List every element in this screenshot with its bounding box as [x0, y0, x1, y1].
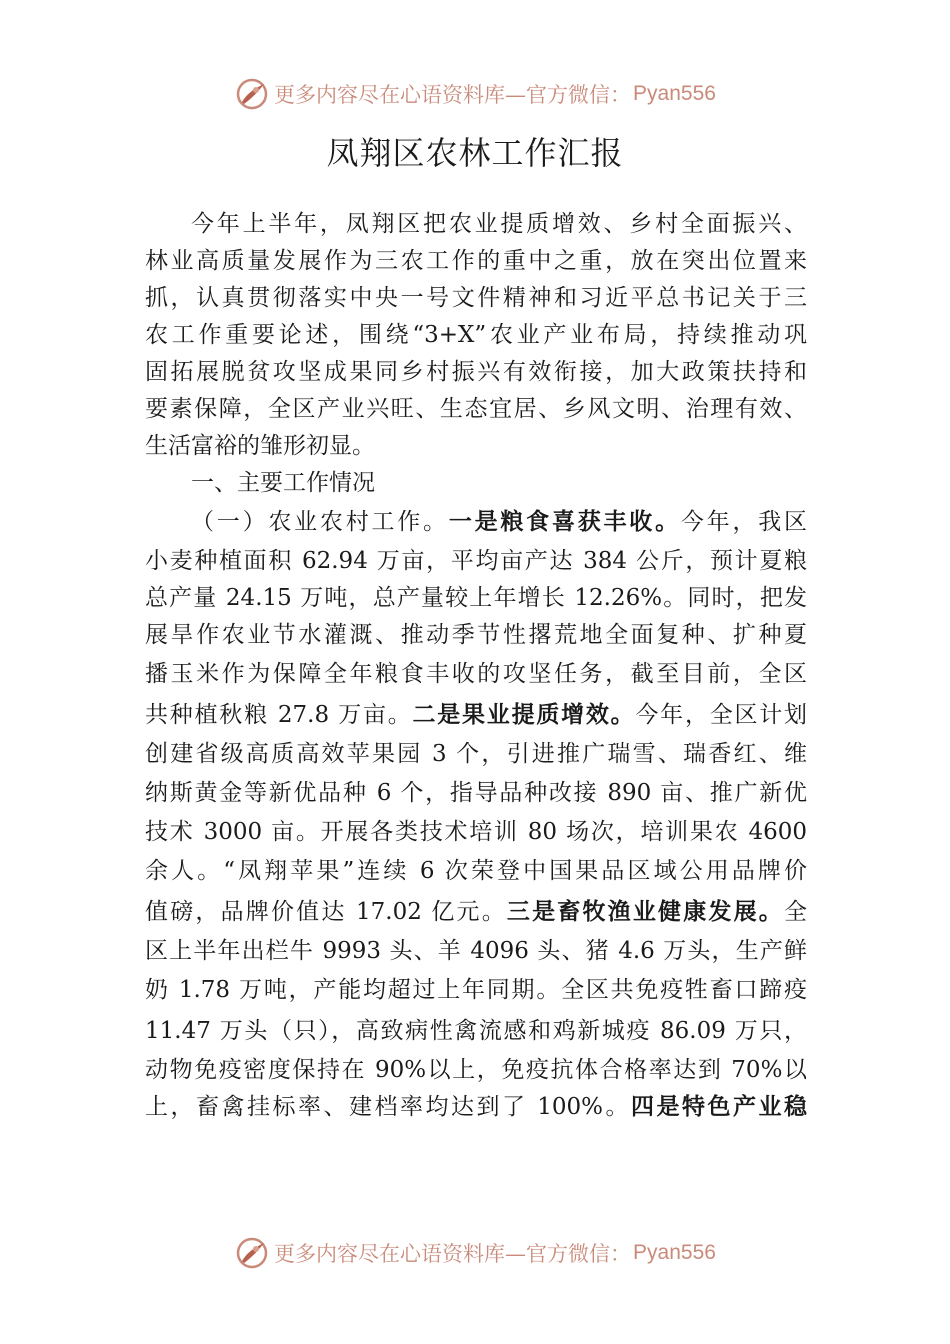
document-body [145, 206, 807, 1126]
intro-line: 抓，认真贯彻落实中央一号文件精神和习近平总书记关于三 [145, 285, 807, 311]
body-line [145, 502, 807, 543]
watermark-text: 更多内容尽在心语资料库—官方微信： [274, 83, 632, 107]
body-line: 小麦种植面积 62.94 万亩，平均亩产达 384 公斤，预计夏粮 [145, 548, 807, 574]
body-line: 动物免疫密度保持在 90%以上，免疫抗体合格率达到 70%以 [145, 1057, 807, 1083]
section-heading: 一、主要工作情况 [191, 470, 375, 496]
body-text: 今年，全区计划 [635, 702, 808, 728]
document-title: 凤翔区农林工作汇报 [326, 134, 624, 172]
intro-line: 固拓展脱贫攻坚成果同乡村振兴有效衔接，加大政策扶持和 [145, 359, 807, 385]
bold-point: 二是果业提质增效。 [412, 702, 636, 728]
intro-line: 生活富裕的雏形初显。 [145, 433, 375, 459]
footer-watermark [0, 1233, 950, 1273]
bold-point: 四是特色产业稳 [631, 1094, 807, 1120]
bold-point: 一是粮食喜获丰收。 [448, 509, 681, 535]
body-line: 余人。“凤翔苹果”连续 6 次荣登中国果品区域公用品牌价 [145, 858, 807, 884]
body-line: 区上半年出栏牛 9993 头、羊 4096 头、猪 4.6 万头，生产鲜 [145, 938, 807, 964]
watermark-text: 更多内容尽在心语资料库—官方微信： [274, 1242, 632, 1266]
watermark-logo-icon [234, 1235, 270, 1271]
body-line: 创建省级高质高效苹果园 3 个，引进推广瑞雪、瑞香红、维 [145, 741, 807, 767]
header-watermark [0, 74, 950, 114]
body-line: 11.47 万头（只），高致病性禽流感和鸡新城疫 86.09 万只， [145, 1018, 807, 1044]
body-text: 今年，我区 [680, 509, 808, 535]
subsection-label: （一）农业农村工作。 [191, 509, 449, 535]
body-text: 共种植秋粮 27.8 万亩。 [145, 702, 413, 728]
body-line: 播玉米作为保障全年粮食丰收的攻坚任务，截至目前，全区 [145, 661, 807, 687]
body-line [145, 695, 807, 736]
body-text: 值磅，品牌价值达 17.02 亿元。 [145, 899, 507, 925]
intro-line: 要素保障，全区产业兴旺、生态宜居、乡风文明、治理有效、 [145, 396, 807, 422]
bold-point: 三是畜牧渔业健康发展。 [506, 899, 784, 925]
watermark-wechat-id: Pyan556 [633, 82, 716, 105]
intro-line: 林业高质量发展作为三农工作的重中之重，放在突出位置来 [145, 248, 807, 274]
body-text: 全 [784, 899, 807, 925]
watermark-wechat-id: Pyan556 [633, 1241, 716, 1264]
body-text: 上，畜禽挂标率、建档率均达到了 100%。 [145, 1094, 632, 1120]
body-line [145, 892, 807, 933]
body-line: 总产量 24.15 万吨，总产量较上年增长 12.26%。同时，把发 [145, 585, 807, 611]
body-line: 展旱作农业节水灌溉、推动季节性撂荒地全面复种、扩种夏 [145, 622, 807, 648]
body-line: 纳斯黄金等新优品种 6 个，指导品种改接 890 亩、推广新优 [145, 780, 807, 806]
body-line [145, 1089, 807, 1126]
body-line: 奶 1.78 万吨，产能均超过上年同期。全区共免疫牲畜口蹄疫 [145, 977, 807, 1003]
body-line: 技术 3000 亩。开展各类技术培训 80 场次，培训果农 4600 [145, 819, 807, 845]
intro-line: 今年上半年，凤翔区把农业提质增效、乡村全面振兴、 [191, 211, 807, 237]
watermark-logo-icon [234, 76, 270, 112]
intro-line: 农工作重要论述，围绕“3+X”农业产业布局，持续推动巩 [145, 322, 807, 348]
